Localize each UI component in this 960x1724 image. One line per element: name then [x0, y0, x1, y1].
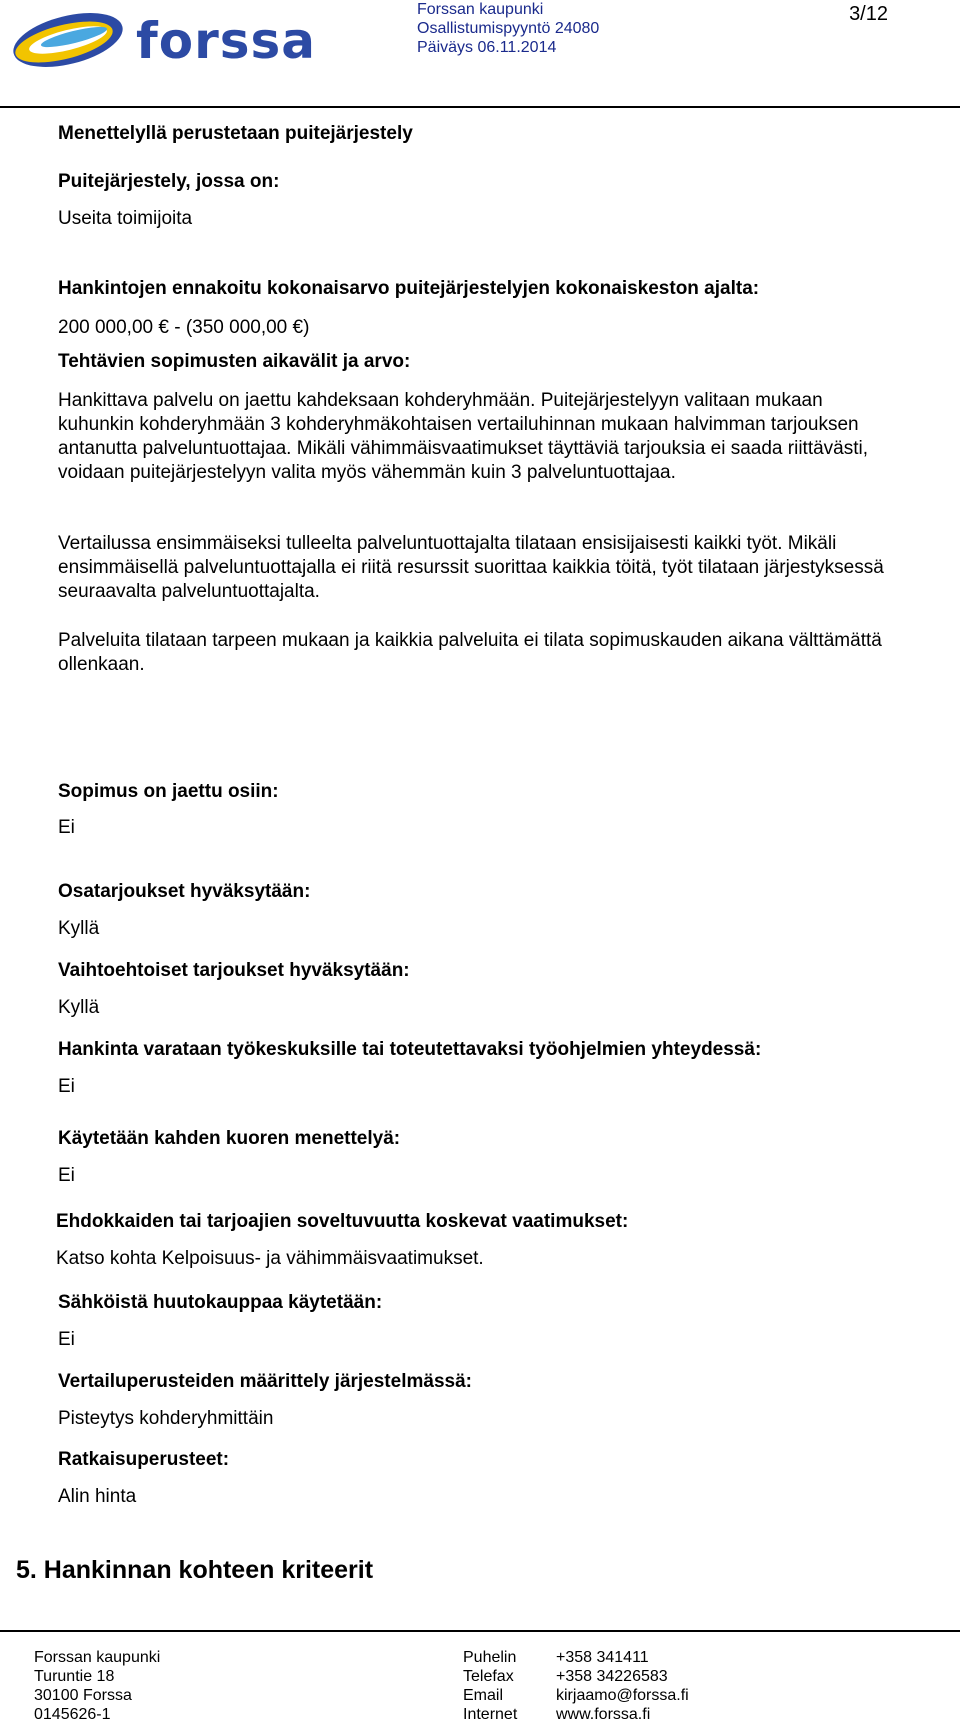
footer-contact-label: Email: [463, 1687, 504, 1704]
footer-rule: [0, 1630, 960, 1632]
varataan-label: Hankinta varataan työkeskuksille tai toteutettavaksi työohjelmien yhteydessä:: [58, 1039, 762, 1060]
footer-contact-label: Telefax: [463, 1668, 514, 1685]
osatarj-label: Osatarjoukset hyväksytään:: [58, 881, 311, 902]
vertailu-label: Vertailuperusteiden määrittely järjestelmässä:: [58, 1371, 472, 1392]
varataan-value: Ei: [58, 1076, 75, 1097]
arvo-label: Hankintojen ennakoitu kokonaisarvo puitejärjestelyjen kokonaiskeston ajalta:: [58, 278, 760, 299]
header-org: Forssan kaupunki: [417, 1, 544, 18]
forssa-logo: [8, 4, 317, 74]
tehtavat-label: Tehtävien sopimusten aikavälit ja arvo:: [58, 351, 411, 372]
ratkaisu-value: Alin hinta: [58, 1486, 137, 1507]
footer-address-line: 0145626-1: [34, 1706, 111, 1723]
kuori-value: Ei: [58, 1165, 75, 1186]
header-doc: Osallistumispyyntö 24080: [417, 20, 600, 37]
header-info: [417, 0, 599, 57]
puite-label: Puitejärjestely, jossa on:: [58, 171, 280, 192]
puite-value: Useita toimijoita: [58, 208, 193, 229]
footer-email: kirjaamo@forssa.fi: [556, 1687, 689, 1704]
footer-contact-label: Puhelin: [463, 1649, 517, 1666]
section-heading: 5. Hankinnan kohteen kriteerit: [16, 1556, 374, 1584]
footer-contact-values: [556, 1648, 689, 1724]
header-rule: [0, 106, 960, 108]
osatarj-value: Kyllä: [58, 918, 100, 939]
soveltuvuus-value: Katso kohta Kelpoisuus- ja vähimmäisvaatimukset.: [56, 1248, 484, 1269]
vaihto-label: Vaihtoehtoiset tarjoukset hyväksytään:: [58, 960, 410, 981]
logo-swoosh-icon: [8, 4, 138, 74]
huutokauppa-label: Sähköistä huutokauppaa käytetään:: [58, 1292, 383, 1313]
vaihto-value: Kyllä: [58, 997, 100, 1018]
osiin-value: Ei: [58, 817, 75, 838]
header-date: Päiväys 06.11.2014: [417, 39, 557, 56]
footer-address: [34, 1648, 160, 1724]
footer-website: www.forssa.fi: [556, 1706, 651, 1723]
page-header: [0, 0, 960, 108]
huutokauppa-value: Ei: [58, 1329, 75, 1350]
ratkaisu-label: Ratkaisuperusteet:: [58, 1449, 230, 1470]
footer-contact-label: Internet: [463, 1706, 518, 1723]
tehtavat-paragraph-3: Palveluita tilataan tarpeen mukaan ja kaikkia palveluita ei tilata sopimuskauden aikana välttämättä ollenkaan.: [58, 630, 882, 675]
tehtavat-paragraph-1: Hankittava palvelu on jaettu kahdeksaan kohderyhmään. Puitejärjestelyyn valitaan mukaan kuhunkin kohderyhmään 3 kohderyhmäkohtaisen vertailuhinnan mukaan halvimman tarjouksen antanutta palveluntuottajaa. Mikäli vähimmäisvaatimukset täyttäviä tarjouksia ei saada riittävästi, voidaan puitejärjestelyyn valita myös vähemmän kuin 3 palveluntuottajaa.: [58, 390, 869, 483]
vertailu-value: Pisteytys kohderyhmittäin: [58, 1408, 274, 1429]
kuori-label: Käytetään kahden kuoren menettelyä:: [58, 1128, 401, 1149]
logo-wordmark: forssa: [136, 12, 317, 70]
footer-address-line: 30100 Forssa: [34, 1687, 132, 1704]
footer-address-line: Forssan kaupunki: [34, 1649, 161, 1666]
footer-contact-labels: [463, 1648, 517, 1724]
footer-fax: +358 34226583: [556, 1668, 668, 1685]
menettely-title: Menettelyllä perustetaan puitejärjestely: [58, 123, 413, 144]
osiin-label: Sopimus on jaettu osiin:: [58, 781, 279, 802]
arvo-value: 200 000,00 € - (350 000,00 €): [58, 317, 310, 338]
page-number: 3/12: [849, 3, 888, 25]
footer-address-line: Turuntie 18: [34, 1668, 115, 1685]
tehtavat-paragraph-2: Vertailussa ensimmäiseksi tulleelta palveluntuottajalta tilataan ensisijaisesti kaikki työt. Mikäli ensimmäisellä palveluntuottajalla ei riitä resurssit suorittaa kaikkia töitä, työt tilataan järjestyksessä seuraavalta palveluntuottajalta.: [58, 533, 884, 602]
soveltuvuus-label: Ehdokkaiden tai tarjoajien soveltuvuutta koskevat vaatimukset:: [56, 1211, 629, 1232]
footer-phone: +358 341411: [556, 1649, 649, 1666]
